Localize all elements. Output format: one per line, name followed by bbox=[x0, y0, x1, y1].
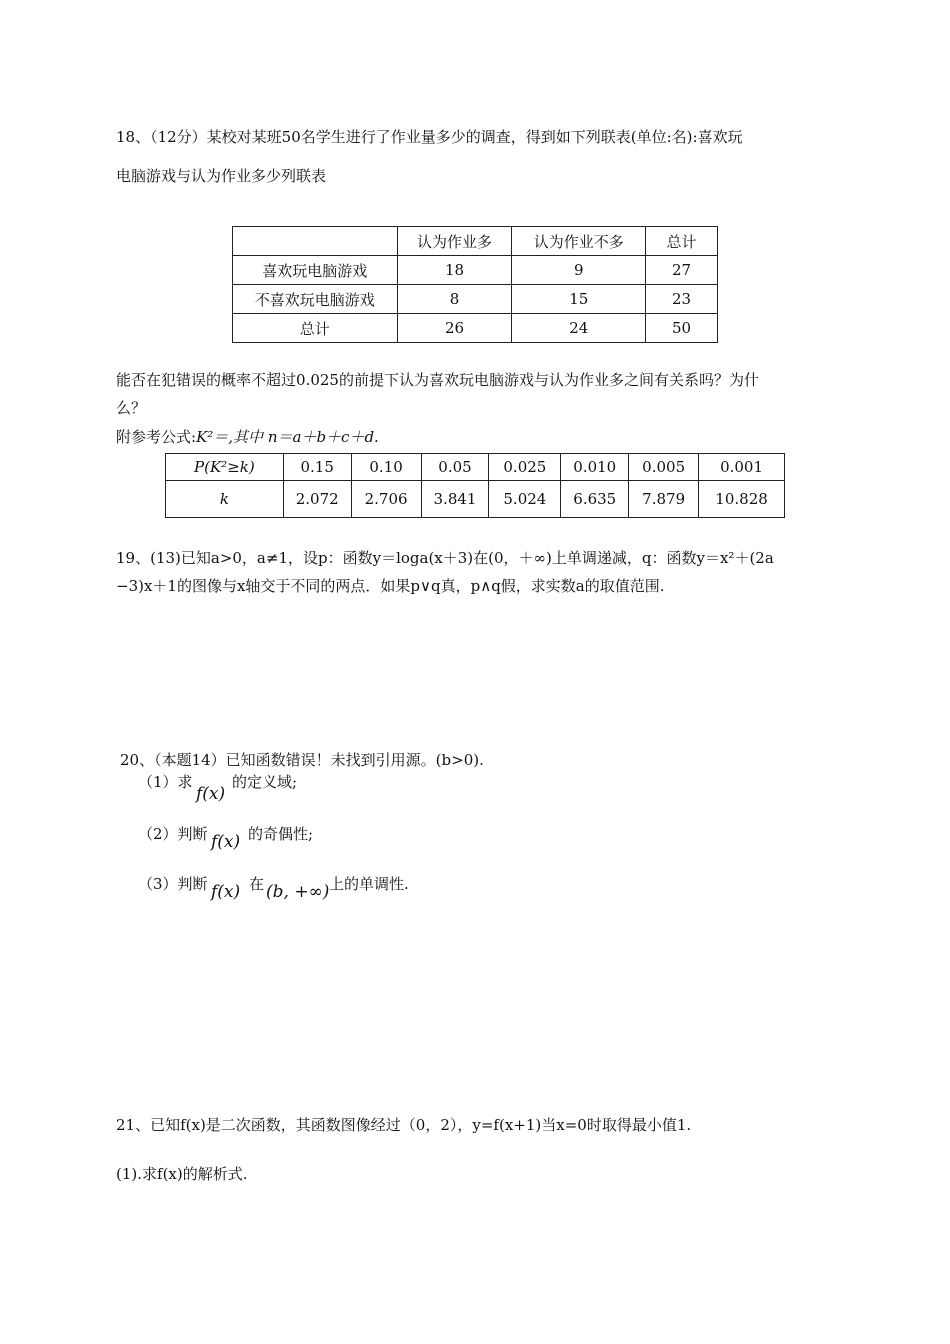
table-header-cell: 认为作业不多 bbox=[512, 227, 646, 256]
q19-line2: −3)x＋1的图像与x轴交于不同的两点．如果p∨q真，p∧q假，求实数a的取值范围. bbox=[116, 577, 665, 595]
table-cell: P(K²≥k) bbox=[166, 454, 284, 481]
table-cell: 7.879 bbox=[629, 481, 699, 518]
q18-line1: 18、（12分）某校对某班50名学生进行了作业量多少的调查，得到如下列联表(单位:名):喜欢玩 bbox=[116, 128, 743, 146]
q20-sub1-suffix: 的定义域; bbox=[232, 773, 298, 791]
q18-formula bbox=[116, 426, 379, 447]
table-cell: 24 bbox=[512, 314, 646, 343]
q20-sub3-prefix: （3）判断 bbox=[138, 875, 208, 893]
table-header-cell bbox=[233, 227, 398, 256]
table-cell: 8 bbox=[397, 285, 512, 314]
table-header-cell: 认为作业多 bbox=[397, 227, 512, 256]
table-cell: 喜欢玩电脑游戏 bbox=[233, 256, 398, 285]
table-cell: 50 bbox=[646, 314, 718, 343]
table-cell: 2.706 bbox=[351, 481, 421, 518]
table-cell: k bbox=[166, 481, 284, 518]
table-cell: 0.010 bbox=[561, 454, 629, 481]
formula-n: n＝a＋b＋c＋d. bbox=[267, 428, 379, 446]
interval-formula: (b, +∞) bbox=[266, 882, 330, 902]
table-cell: 0.005 bbox=[629, 454, 699, 481]
q19-line1: 19、(13)已知a>0，a≠1，设p：函数y＝loga(x＋3)在(0，＋∞)上单调递减，q：函数y＝x²＋(2a bbox=[116, 549, 774, 567]
q20-line1: 20、（本题14）已知函数错误！未找到引用源。(b>0). bbox=[120, 751, 484, 769]
formula-prefix: 附参考公式: bbox=[116, 428, 197, 446]
q18-question-line2: 么？ bbox=[116, 399, 147, 417]
table-row bbox=[233, 285, 718, 314]
q18-question-line1: 能否在犯错误的概率不超过0.025的前提下认为喜欢玩电脑游戏与认为作业多之间有关系吗？为什 bbox=[116, 371, 759, 389]
table-row bbox=[166, 481, 785, 518]
table-cell: 26 bbox=[397, 314, 512, 343]
table-cell: 2.072 bbox=[283, 481, 351, 518]
table-cell: 9 bbox=[512, 256, 646, 285]
table-cell: 23 bbox=[646, 285, 718, 314]
table-cell: 10.828 bbox=[699, 481, 785, 518]
table-header-row bbox=[233, 227, 718, 256]
table-cell: 0.15 bbox=[283, 454, 351, 481]
table-cell: 0.05 bbox=[421, 454, 489, 481]
table-cell: 6.635 bbox=[561, 481, 629, 518]
table-cell: 0.10 bbox=[351, 454, 421, 481]
fx-formula: f(x) bbox=[211, 882, 241, 902]
table-cell: 18 bbox=[397, 256, 512, 285]
table-cell: 不喜欢玩电脑游戏 bbox=[233, 285, 398, 314]
critical-value-table bbox=[165, 453, 785, 518]
table-row bbox=[166, 454, 785, 481]
q20-sub3-suffix: 上的单调性. bbox=[329, 875, 409, 893]
q21-sub1: (1).求f(x)的解析式. bbox=[116, 1165, 248, 1183]
q20-sub3-mid: 在 bbox=[249, 875, 265, 893]
contingency-table bbox=[232, 226, 718, 343]
q20-sub2-prefix: （2）判断 bbox=[138, 825, 208, 843]
table-cell: 3.841 bbox=[421, 481, 489, 518]
table-cell: 0.001 bbox=[699, 454, 785, 481]
q18-line2: 电脑游戏与认为作业多少列联表 bbox=[116, 167, 327, 185]
table-cell: 5.024 bbox=[489, 481, 561, 518]
table-row bbox=[233, 256, 718, 285]
fx-formula: f(x) bbox=[196, 784, 226, 804]
table-header-cell: 总计 bbox=[646, 227, 718, 256]
fx-formula: f(x) bbox=[211, 832, 241, 852]
table-cell: 27 bbox=[646, 256, 718, 285]
table-row bbox=[233, 314, 718, 343]
formula-k2: K²＝,其中 bbox=[196, 428, 264, 446]
q20-sub2-suffix: 的奇偶性; bbox=[248, 825, 314, 843]
q20-sub1-prefix: （1）求 bbox=[138, 773, 193, 791]
table-cell: 总计 bbox=[233, 314, 398, 343]
table-cell: 0.025 bbox=[489, 454, 561, 481]
table-cell: 15 bbox=[512, 285, 646, 314]
q21-line1: 21、已知f(x)是二次函数，其函数图像经过（0，2），y=f(x+1)当x=0时取得最小值1. bbox=[116, 1116, 692, 1134]
